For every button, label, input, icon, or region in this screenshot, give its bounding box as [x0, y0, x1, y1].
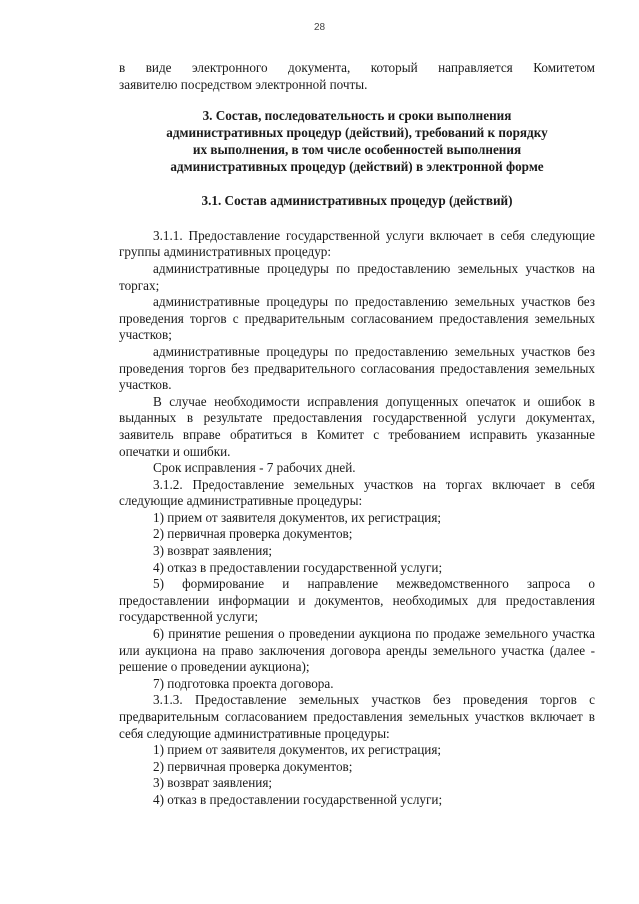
- correction-term: Срок исправления - 7 рабочих дней.: [153, 460, 356, 476]
- section-heading-line-3: их выполнения, в том числе особенностей выполнения: [192, 142, 522, 158]
- list-item: 3) возврат заявления;: [153, 775, 273, 791]
- subsection-heading: 3.1. Состав административных процедур (действий): [201, 193, 513, 209]
- list-item: 4) отказ в предоставлении государственной услуги;: [153, 791, 443, 807]
- page-content: [119, 60, 595, 809]
- section-heading-line-2: административных процедур (действий), требований к порядку: [166, 125, 548, 141]
- section-heading-line-4: административных процедур (действий) в электронной форме: [170, 159, 544, 175]
- list-item: 2) первичная проверка документов;: [153, 526, 353, 542]
- procedure-group-3: административные процедуры по предоставлению земельных участков без проведения торгов без предварительного согласования предоставления земельных участков.: [119, 343, 595, 393]
- list-item: 7) подготовка проекта договора.: [153, 675, 334, 691]
- intro-line-1: в виде электронного документа, который направляется Комитетом: [119, 60, 595, 75]
- page-number: 28: [313, 22, 326, 33]
- errors-paragraph: В случае необходимости исправления допущенных опечаток и ошибок в выданных в результате предоставления государственной услуги документах, заявитель вправе обратиться в Комитет с требованием исправить указанные опечатки и ошибки.: [119, 393, 595, 459]
- list-item: 4) отказ в предоставлении государственной услуги;: [153, 559, 443, 575]
- intro-line-2: заявителю посредством электронной почты.: [119, 76, 368, 92]
- list-item: 6) принятие решения о проведении аукциона по продаже земельного участка или аукциона на право заключения договора аренды земельного участка (далее - решение о проведении аукциона);: [119, 626, 595, 675]
- section-heading-line-1: 3. Состав, последовательность и сроки выполнения: [202, 108, 512, 124]
- paragraph-3-1-2: 3.1.2. Предоставление земельных участков на торгах включает в себя следующие административные процедуры:: [119, 476, 595, 509]
- procedure-group-2: административные процедуры по предоставлению земельных участков без проведения торгов с предварительным согласованием предоставления земельных участков;: [119, 294, 595, 343]
- list-item: 1) прием от заявителя документов, их регистрация;: [153, 509, 442, 525]
- list-item: 2) первичная проверка документов;: [153, 758, 353, 774]
- list-item: 1) прием от заявителя документов, их регистрация;: [153, 742, 442, 758]
- paragraph-3-1-3: 3.1.3. Предоставление земельных участков без проведения торгов с предварительным согласованием предоставления земельных участков включает в себя следующие административные процедуры:: [119, 692, 595, 741]
- procedure-group-1: административные процедуры по предоставлению земельных участков на торгах;: [119, 260, 595, 293]
- paragraph-3-1-1: 3.1.1. Предоставление государственной услуги включает в себя следующие группы административных процедур:: [119, 227, 595, 260]
- list-item: 3) возврат заявления;: [153, 543, 273, 559]
- section-heading: [119, 107, 595, 175]
- list-item: 5) формирование и направление межведомственного запроса о предоставлении информации и документов, необходимых для предоставления государственной услуги;: [119, 576, 595, 625]
